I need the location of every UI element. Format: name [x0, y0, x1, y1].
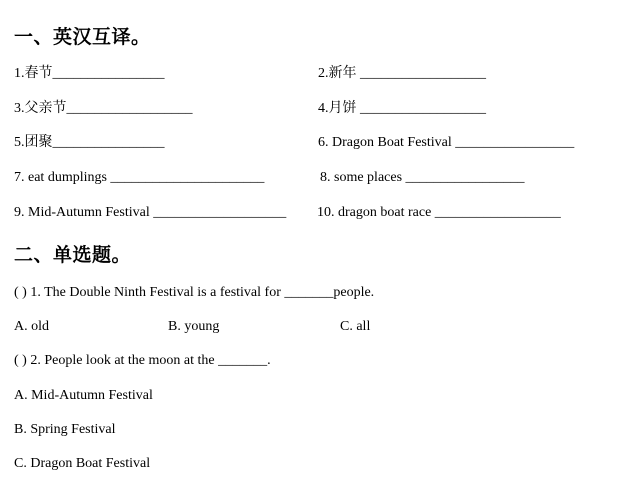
- translation-item-3: 3.父亲节__________________: [14, 101, 193, 116]
- question-2-option-a: A. Mid-Autumn Festival: [14, 388, 153, 403]
- translation-item-6: 6. Dragon Boat Festival _________________: [318, 135, 575, 150]
- section2-heading: 二、单选题。: [14, 244, 132, 266]
- translation-item-8: 8. some places _________________: [320, 170, 525, 185]
- question-1-option-c: C. all: [340, 319, 371, 334]
- translation-item-9: 9. Mid-Autumn Festival ___________________: [14, 205, 287, 220]
- translation-item-5: 5.团聚________________: [14, 135, 165, 150]
- translation-item-10: 10. dragon boat race __________________: [317, 205, 561, 220]
- translation-item-4: 4.月饼 __________________: [318, 101, 486, 116]
- translation-item-2: 2.新年 __________________: [318, 66, 486, 81]
- question-2-option-b: B. Spring Festival: [14, 422, 116, 437]
- question-1-option-a: A. old: [14, 319, 49, 334]
- question-2-text: ( ) 2. People look at the moon at the _______.: [14, 353, 271, 368]
- question-1-text: ( ) 1. The Double Ninth Festival is a festival for _______people.: [14, 285, 375, 300]
- question-1-option-b: B. young: [168, 319, 220, 334]
- translation-item-7: 7. eat dumplings ______________________: [14, 170, 265, 185]
- translation-item-1: 1.春节________________: [14, 66, 165, 81]
- section1-heading: 一、英汉互译。: [14, 26, 151, 48]
- question-2-option-c: C. Dragon Boat Festival: [14, 456, 151, 471]
